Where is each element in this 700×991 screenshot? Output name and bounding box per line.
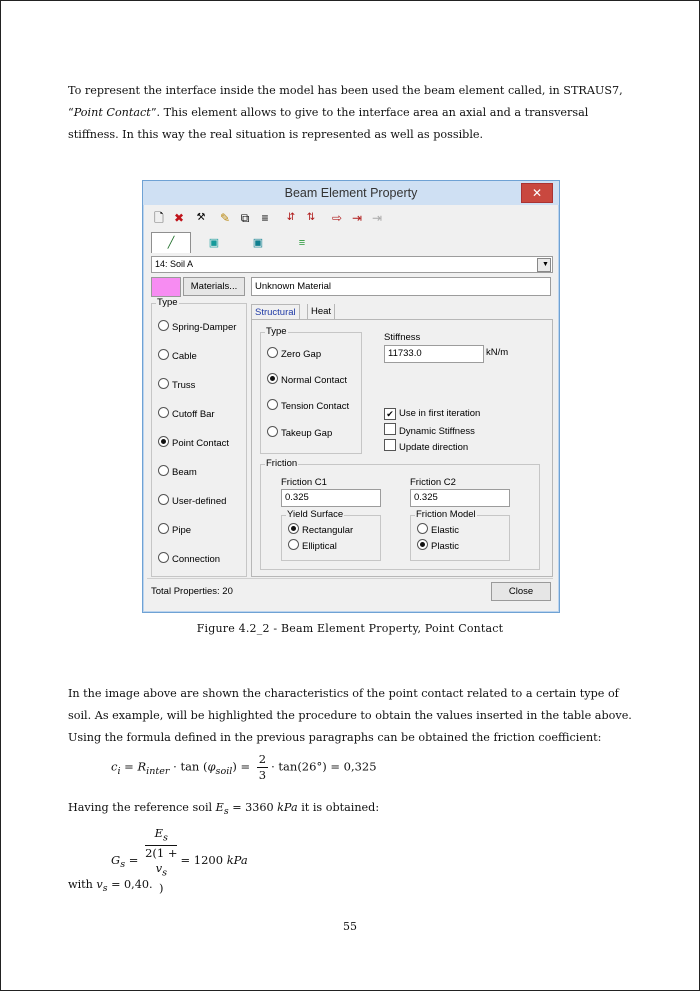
- type-pipe[interactable]: Pipe: [158, 523, 191, 537]
- intro-line-1: To represent the interface inside the model has been used the beam element called, in STRAUS7,: [68, 84, 623, 97]
- contact-tension-contact[interactable]: Tension Contact: [267, 399, 349, 413]
- contact-normal-contact[interactable]: Normal Contact: [267, 373, 347, 387]
- radio-indicator: [267, 347, 278, 358]
- radio-indicator: [417, 523, 428, 534]
- radio-indicator: [288, 523, 299, 534]
- type-spring-damper[interactable]: Spring-Damper: [158, 320, 236, 334]
- radio-indicator: [158, 552, 169, 563]
- chevron-down-icon[interactable]: ▼: [537, 258, 551, 272]
- radio-indicator: [267, 426, 278, 437]
- structural-panel: [251, 319, 553, 577]
- body-line-5: with $v_s = 0,40$.: [68, 878, 153, 895]
- beam-icon: ╱: [167, 237, 175, 249]
- tab-heat[interactable]: Heat: [307, 304, 335, 319]
- friction-model-label: Friction Model: [416, 509, 476, 520]
- figure-caption: Figure 4.2_2 - Beam Element Property, Point Contact: [196, 622, 504, 635]
- intro-line-2: “Point Contact”. This element allows to give to the interface area an axial and a transversal: [68, 106, 589, 119]
- type-cable[interactable]: Cable: [158, 349, 197, 363]
- radio-indicator: [288, 539, 299, 550]
- friction-c2-input[interactable]: 0.325: [410, 489, 510, 507]
- radio-indicator: [267, 373, 278, 384]
- radio-indicator: [158, 436, 169, 447]
- materials-button[interactable]: Materials...: [183, 277, 245, 296]
- contact-takeup-gap[interactable]: Takeup Gap: [267, 426, 332, 440]
- list-icon[interactable]: ≡: [261, 211, 269, 225]
- footer-divider: [147, 578, 553, 579]
- tab-link[interactable]: [283, 233, 321, 253]
- stiffness-label: Stiffness: [384, 332, 421, 343]
- arrow-disabled-icon: ⇥: [371, 211, 383, 225]
- friction-model-plastic[interactable]: Plastic: [417, 539, 459, 553]
- property-select[interactable]: [151, 256, 553, 273]
- type-user-defined[interactable]: User-defined: [158, 494, 226, 508]
- type-group: [151, 297, 247, 577]
- friction-model-group: [410, 509, 510, 561]
- property-color-swatch[interactable]: [151, 277, 181, 297]
- type-group-label: Type: [157, 297, 178, 308]
- type-cutoff-bar[interactable]: Cutoff Bar: [158, 407, 215, 421]
- yield-surface-group: [281, 509, 381, 561]
- friction-model-elastic[interactable]: Elastic: [417, 523, 459, 537]
- assign-icon[interactable]: ⚒: [196, 212, 206, 223]
- radio-indicator: [158, 523, 169, 534]
- body-line-4: Having the reference soil $E_s = 3360$ kPa it is obtained:: [68, 801, 380, 818]
- stiffness-unit: kN/m: [486, 347, 509, 358]
- body-line-2: soil. As example, will be highlighted the procedure to obtain the values inserted in the table above.: [68, 709, 632, 722]
- type-connection[interactable]: Connection: [158, 552, 220, 566]
- checkbox-indicator: ✔: [384, 408, 396, 420]
- tab-plate[interactable]: [195, 233, 233, 253]
- contact-zero-gap[interactable]: Zero Gap: [267, 347, 321, 361]
- type-point-contact[interactable]: Point Contact: [158, 436, 229, 450]
- page-number: 55: [343, 920, 357, 933]
- brick-icon: ▣: [252, 237, 264, 249]
- body-line-1: In the image above are shown the characteristics of the point contact related to a certain type of: [68, 687, 619, 700]
- check-use-in-first-iteration[interactable]: ✔ Use in first iteration: [384, 407, 480, 421]
- tab-beam[interactable]: [151, 232, 191, 253]
- link-icon: ≡: [298, 237, 306, 249]
- checkbox-indicator: [384, 423, 396, 435]
- total-properties: Total Properties: 20: [151, 586, 233, 597]
- radio-indicator: [158, 320, 169, 331]
- element-type-tabs: [151, 233, 551, 253]
- close-window-icon[interactable]: ✕: [521, 183, 553, 203]
- new-icon[interactable]: 🗋: [154, 211, 164, 225]
- close-button[interactable]: Close: [491, 582, 551, 601]
- contact-type-group: [260, 326, 362, 454]
- friction-c1-input[interactable]: 0.325: [281, 489, 381, 507]
- edit-icon[interactable]: ✎: [219, 211, 231, 225]
- body-line-3: Using the formula defined in the previous paragraphs can be obtained the friction coefficient:: [68, 731, 602, 744]
- radio-indicator: [158, 407, 169, 418]
- title-bar[interactable]: [143, 181, 559, 205]
- material-name-field[interactable]: Unknown Material: [251, 277, 551, 296]
- import-icon[interactable]: ⇵: [286, 212, 296, 223]
- friction-equation: $c_i = R_{inter} \cdot \tan (\varphi_{soil})$ = $\frac{2}{3}$ · tan(26°) = 0,325: [111, 752, 377, 782]
- property-select-value: 14: Soil A: [155, 259, 194, 269]
- contact-type-label: Type: [266, 326, 287, 337]
- type-truss[interactable]: Truss: [158, 378, 195, 392]
- radio-indicator: [267, 399, 278, 410]
- tab-structural[interactable]: Structural: [251, 304, 300, 321]
- plate-icon: ▣: [208, 237, 220, 249]
- type-beam[interactable]: Beam: [158, 465, 197, 479]
- friction-c2-label: Friction C2: [410, 477, 456, 488]
- arrow-out-icon[interactable]: ⇥: [351, 211, 363, 225]
- intro-line-3: stiffness. In this way the real situation is represented as well as possible.: [68, 128, 484, 141]
- stiffness-input[interactable]: 11733.0: [384, 345, 484, 363]
- beam-element-property-window: [142, 180, 560, 613]
- yield-rectangular[interactable]: Rectangular: [288, 523, 353, 537]
- yield-elliptical[interactable]: Elliptical: [288, 539, 337, 553]
- radio-indicator: [158, 494, 169, 505]
- checkbox-indicator: [384, 439, 396, 451]
- friction-group: [260, 458, 540, 570]
- check-dynamic-stiffness[interactable]: Dynamic Stiffness: [384, 423, 475, 437]
- delete-icon[interactable]: ✖: [173, 211, 185, 225]
- window-title: Beam Element Property: [284, 186, 418, 200]
- tab-brick[interactable]: [239, 233, 277, 253]
- friction-label: Friction: [266, 458, 298, 469]
- yield-surface-label: Yield Surface: [287, 509, 344, 520]
- check-update-direction[interactable]: Update direction: [384, 439, 468, 453]
- copy-icon[interactable]: ⧉: [240, 211, 250, 225]
- radio-indicator: [158, 465, 169, 476]
- arrow-in-icon[interactable]: ⇨: [331, 211, 343, 225]
- export-icon[interactable]: ⇅: [306, 212, 316, 223]
- radio-indicator: [158, 378, 169, 389]
- radio-indicator: [158, 349, 169, 360]
- radio-indicator: [417, 539, 428, 550]
- shear-modulus-equation: $G_s$ = $E_s$ 2(1 + $v_s$ ) = 1200 kPa: [111, 826, 248, 895]
- friction-c1-label: Friction C1: [281, 477, 327, 488]
